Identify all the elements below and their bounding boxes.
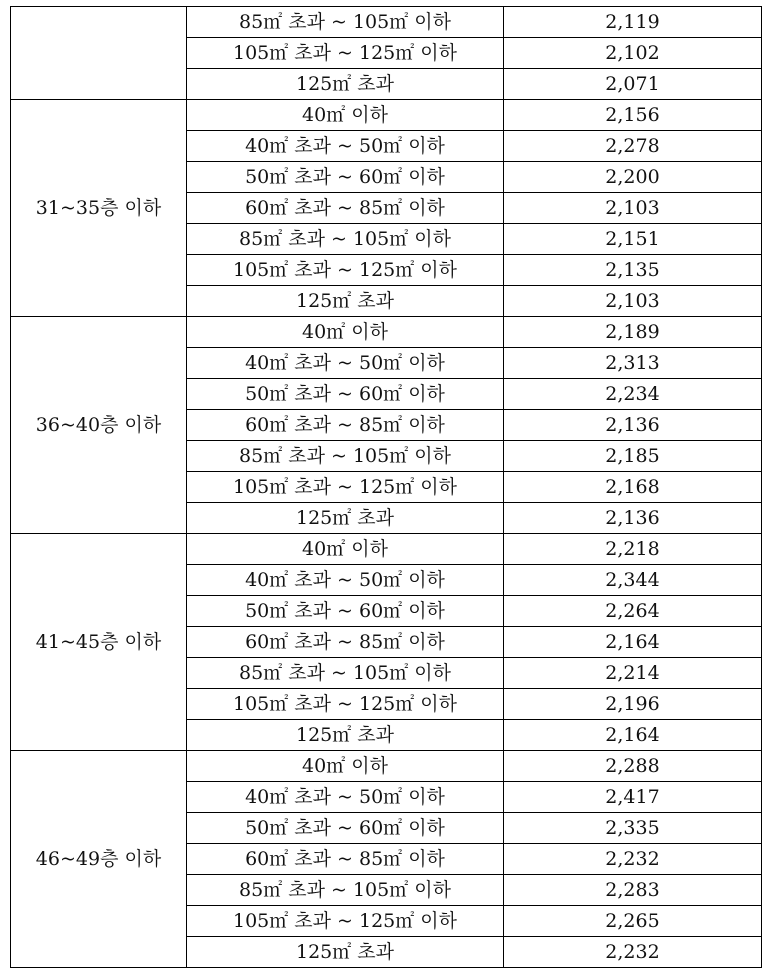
value-cell: 2,218 <box>504 534 762 565</box>
value-cell: 2,119 <box>504 7 762 38</box>
area-range-cell: 40㎡ 이하 <box>187 534 504 565</box>
area-range-cell: 85㎡ 초과 ~ 105㎡ 이하 <box>187 875 504 906</box>
area-range-cell: 105㎡ 초과 ~ 125㎡ 이하 <box>187 689 504 720</box>
table-row <box>11 534 762 565</box>
table-row <box>11 317 762 348</box>
area-range-cell: 105㎡ 초과 ~ 125㎡ 이하 <box>187 255 504 286</box>
value-cell: 2,214 <box>504 658 762 689</box>
area-range-cell: 60㎡ 초과 ~ 85㎡ 이하 <box>187 844 504 875</box>
value-cell: 2,335 <box>504 813 762 844</box>
value-cell: 2,344 <box>504 565 762 596</box>
value-cell: 2,232 <box>504 844 762 875</box>
value-cell: 2,264 <box>504 596 762 627</box>
area-range-cell: 125㎡ 초과 <box>187 503 504 534</box>
area-range-cell: 85㎡ 초과 ~ 105㎡ 이하 <box>187 7 504 38</box>
area-range-cell: 40㎡ 이하 <box>187 100 504 131</box>
value-cell: 2,151 <box>504 224 762 255</box>
area-range-cell: 40㎡ 초과 ~ 50㎡ 이하 <box>187 131 504 162</box>
table-row <box>11 7 762 38</box>
value-cell: 2,278 <box>504 131 762 162</box>
table-body <box>11 7 762 968</box>
value-cell: 2,164 <box>504 627 762 658</box>
table-row <box>11 751 762 782</box>
value-cell: 2,136 <box>504 503 762 534</box>
area-range-cell: 50㎡ 초과 ~ 60㎡ 이하 <box>187 813 504 844</box>
value-cell: 2,234 <box>504 379 762 410</box>
value-cell: 2,232 <box>504 937 762 968</box>
area-range-cell: 50㎡ 초과 ~ 60㎡ 이하 <box>187 162 504 193</box>
value-cell: 2,103 <box>504 193 762 224</box>
floor-range-cell: 36~40층 이하 <box>11 317 187 534</box>
floor-range-cell: 41~45층 이하 <box>11 534 187 751</box>
area-range-cell: 125㎡ 초과 <box>187 69 504 100</box>
area-range-cell: 40㎡ 초과 ~ 50㎡ 이하 <box>187 565 504 596</box>
value-cell: 2,196 <box>504 689 762 720</box>
value-cell: 2,265 <box>504 906 762 937</box>
value-cell: 2,102 <box>504 38 762 69</box>
area-range-cell: 60㎡ 초과 ~ 85㎡ 이하 <box>187 627 504 658</box>
floor-range-cell <box>11 7 187 100</box>
area-range-cell: 60㎡ 초과 ~ 85㎡ 이하 <box>187 193 504 224</box>
area-range-cell: 40㎡ 초과 ~ 50㎡ 이하 <box>187 782 504 813</box>
floor-range-cell: 31~35층 이하 <box>11 100 187 317</box>
area-range-cell: 50㎡ 초과 ~ 60㎡ 이하 <box>187 379 504 410</box>
value-cell: 2,168 <box>504 472 762 503</box>
area-range-cell: 85㎡ 초과 ~ 105㎡ 이하 <box>187 224 504 255</box>
area-range-cell: 40㎡ 이하 <box>187 751 504 782</box>
value-cell: 2,071 <box>504 69 762 100</box>
value-cell: 2,136 <box>504 410 762 441</box>
area-range-cell: 125㎡ 초과 <box>187 720 504 751</box>
floor-range-cell: 46~49층 이하 <box>11 751 187 968</box>
value-cell: 2,185 <box>504 441 762 472</box>
value-cell: 2,417 <box>504 782 762 813</box>
value-cell: 2,200 <box>504 162 762 193</box>
area-range-cell: 85㎡ 초과 ~ 105㎡ 이하 <box>187 441 504 472</box>
value-cell: 2,189 <box>504 317 762 348</box>
value-cell: 2,288 <box>504 751 762 782</box>
value-cell: 2,156 <box>504 100 762 131</box>
value-cell: 2,283 <box>504 875 762 906</box>
value-cell: 2,103 <box>504 286 762 317</box>
area-range-cell: 85㎡ 초과 ~ 105㎡ 이하 <box>187 658 504 689</box>
value-cell: 2,164 <box>504 720 762 751</box>
area-range-cell: 60㎡ 초과 ~ 85㎡ 이하 <box>187 410 504 441</box>
area-range-cell: 40㎡ 이하 <box>187 317 504 348</box>
table-row <box>11 100 762 131</box>
value-cell: 2,313 <box>504 348 762 379</box>
price-table <box>10 6 762 968</box>
area-range-cell: 50㎡ 초과 ~ 60㎡ 이하 <box>187 596 504 627</box>
area-range-cell: 125㎡ 초과 <box>187 937 504 968</box>
value-cell: 2,135 <box>504 255 762 286</box>
area-range-cell: 105㎡ 초과 ~ 125㎡ 이하 <box>187 38 504 69</box>
area-range-cell: 105㎡ 초과 ~ 125㎡ 이하 <box>187 906 504 937</box>
area-range-cell: 125㎡ 초과 <box>187 286 504 317</box>
area-range-cell: 105㎡ 초과 ~ 125㎡ 이하 <box>187 472 504 503</box>
area-range-cell: 40㎡ 초과 ~ 50㎡ 이하 <box>187 348 504 379</box>
